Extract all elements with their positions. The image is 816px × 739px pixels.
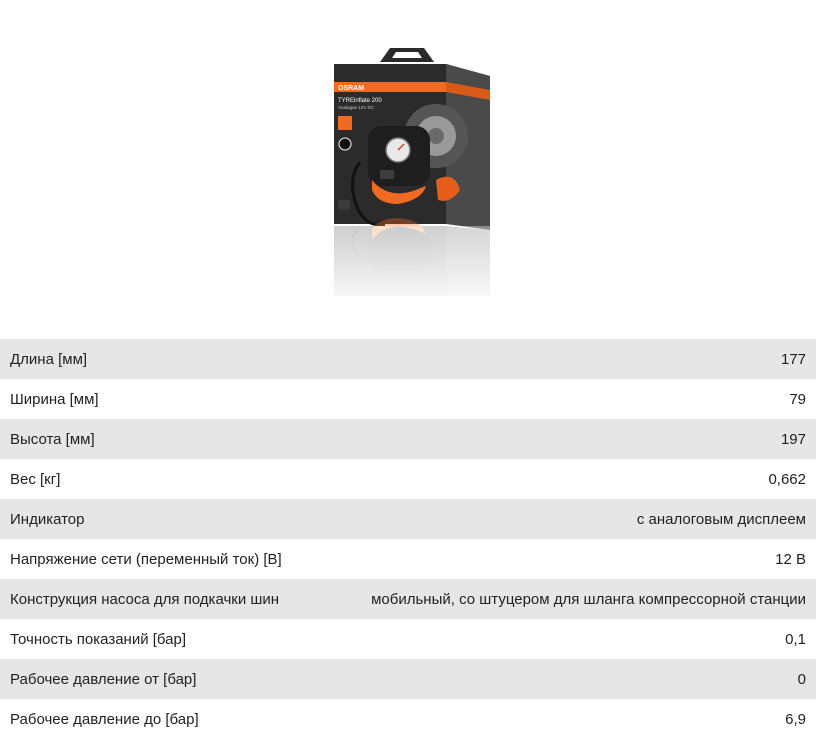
spec-row-height	[0, 419, 816, 459]
spec-value: 12 В	[775, 550, 806, 568]
specs-table	[0, 339, 816, 739]
spec-label: Напряжение сети (переменный ток) [В]	[10, 550, 282, 568]
spec-row-pressure-from	[0, 659, 816, 699]
spec-row-pump-design	[0, 579, 816, 619]
spec-label: Рабочее давление до [бар]	[10, 710, 199, 728]
spec-label: Рабочее давление от [бар]	[10, 670, 197, 688]
spec-value: 6,9	[785, 710, 806, 728]
spec-label: Индикатор	[10, 510, 85, 528]
spec-row-weight	[0, 459, 816, 499]
spec-row-voltage	[0, 539, 816, 579]
spec-row-length	[0, 339, 816, 379]
box-subtitle-text: Analogue 12V DC	[338, 105, 375, 110]
spec-label: Ширина [мм]	[10, 390, 99, 408]
spec-value: мобильный, со штуцером для шланга компрессорной станции	[371, 590, 806, 608]
spec-value: с аналоговым дисплеем	[636, 510, 806, 528]
spec-row-pressure-to	[0, 699, 816, 739]
product-image	[318, 40, 498, 310]
spec-label: Вес [кг]	[10, 470, 61, 488]
spec-value: 0	[797, 670, 806, 688]
box-brand-text: OSRAM	[338, 85, 365, 92]
spec-label: Точность показаний [бар]	[10, 630, 187, 648]
spec-label: Конструкция насоса для подкачки шин	[10, 590, 280, 608]
spec-row-indicator	[0, 499, 816, 539]
spec-row-accuracy	[0, 619, 816, 659]
product-image-area	[0, 0, 816, 338]
spec-row-width	[0, 379, 816, 419]
box-name-text: TYREinflate 200	[338, 98, 382, 104]
spec-value: 0,1	[785, 630, 806, 648]
spec-label: Высота [мм]	[10, 430, 95, 448]
spec-value: 197	[780, 430, 806, 448]
spec-value: 0,662	[768, 470, 806, 488]
spec-value: 79	[789, 390, 806, 408]
spec-value: 177	[780, 350, 806, 368]
spec-label: Длина [мм]	[10, 350, 88, 368]
